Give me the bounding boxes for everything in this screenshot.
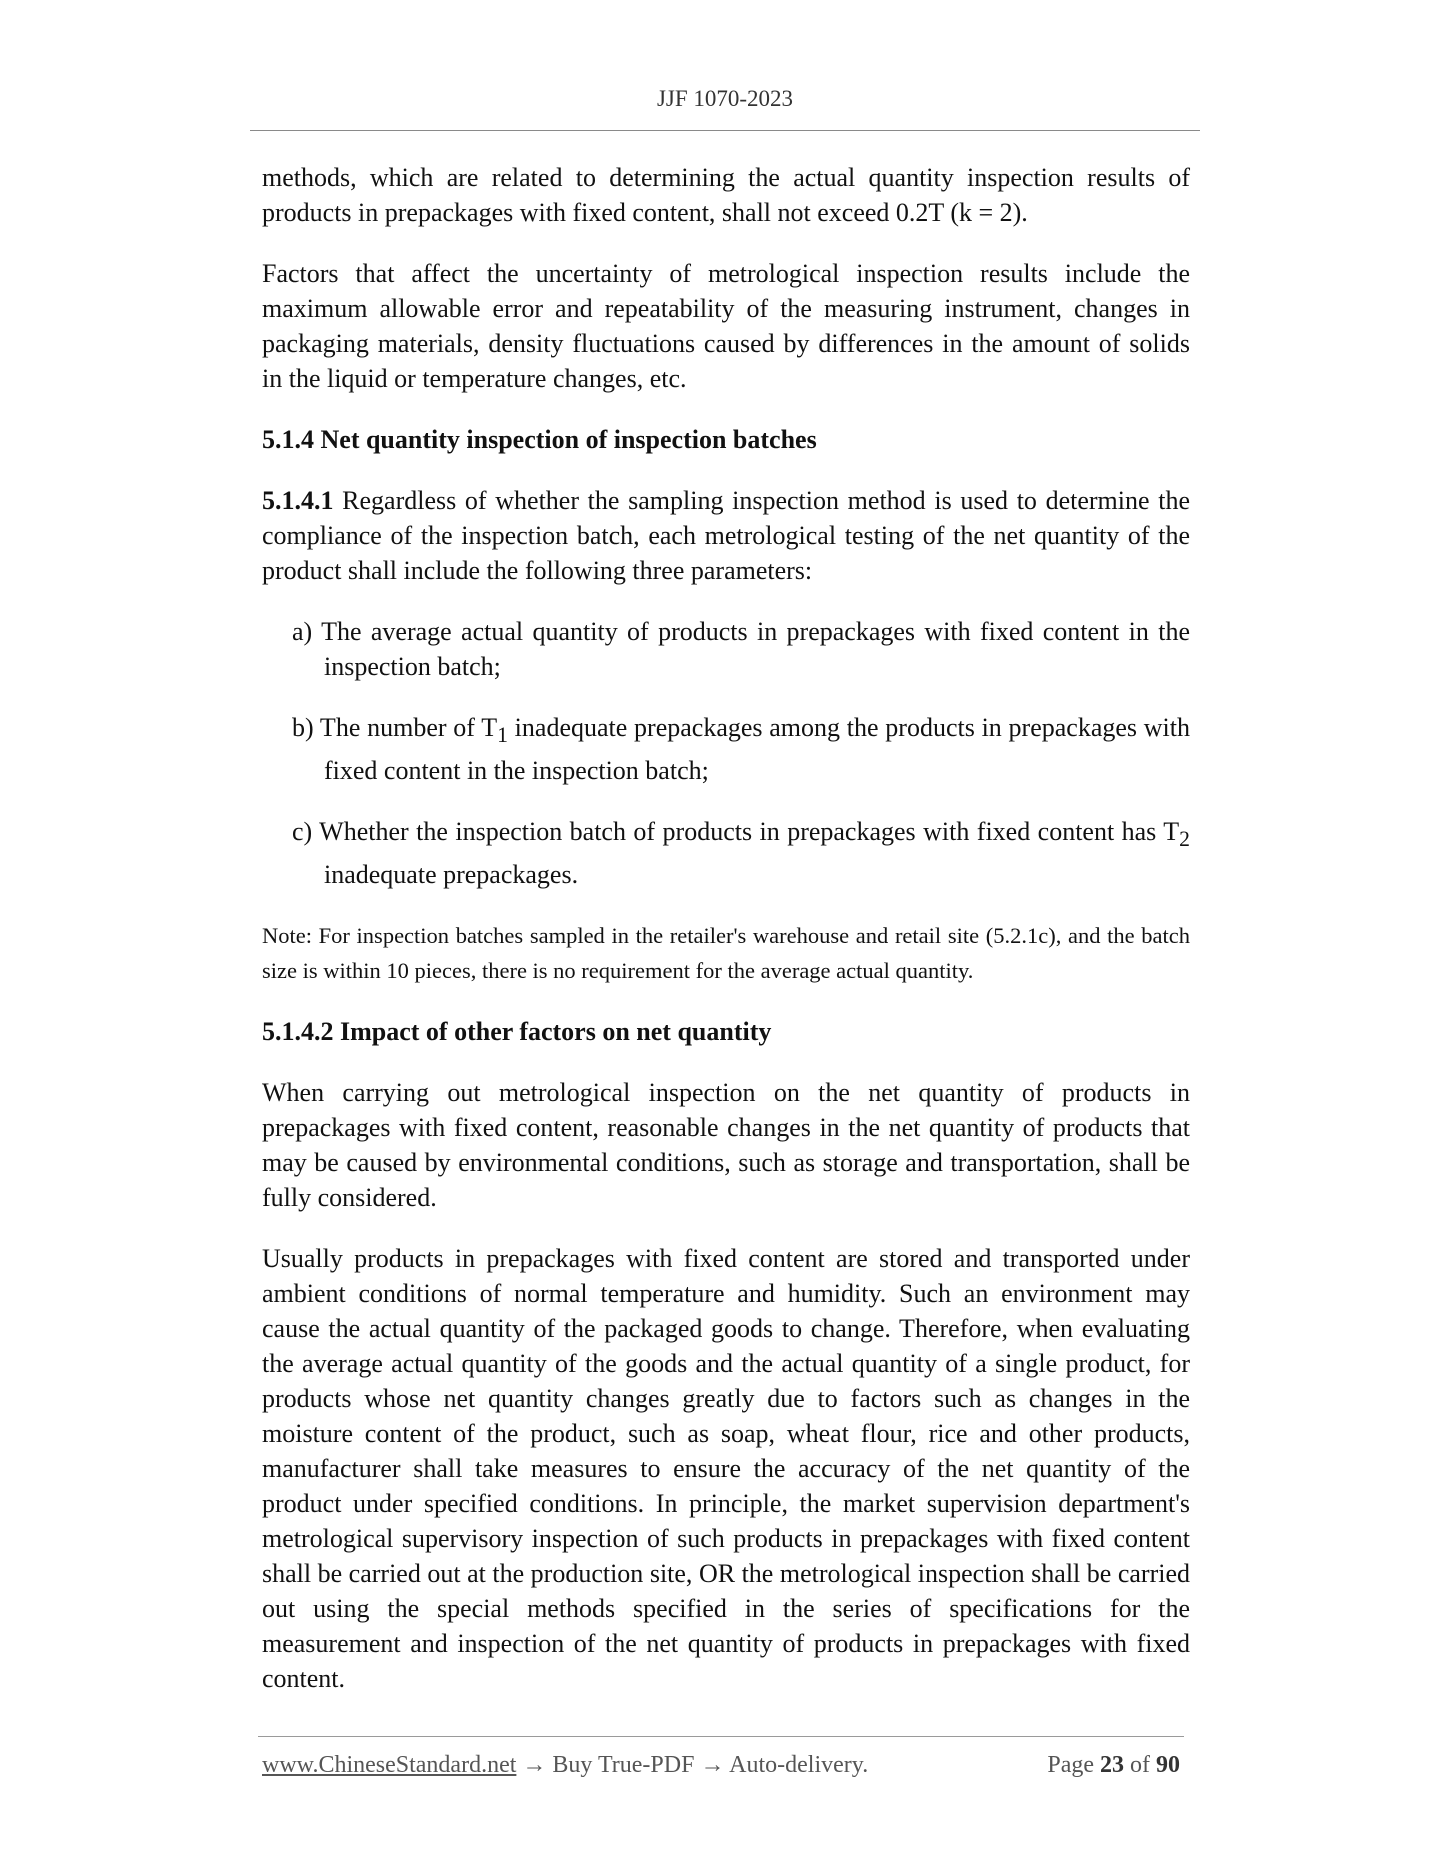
of-label: of — [1130, 1752, 1150, 1778]
paragraph-uncertainty-factors: Factors that affect the uncertainty of metrological inspection results include the maximum allowable error and repeatability of the measuring instrument, changes in packaging materials, density fluctuations caused by differences in the amount of solids in the liquid or temperature changes, etc. — [262, 259, 1190, 393]
list-item-c-text-end: inadequate prepackages. — [324, 860, 579, 890]
list-item-b-text-start: b) The number of T — [292, 713, 498, 742]
paragraph-storage-transport: Usually products in prepackages with fixed content are stored and transported under ambient conditions of normal temperature and humidity. Such an environment may cause the actual quantity of the packaged goods to change. Therefore, when evaluating the average actual quantity of the goods and the actual quantity of a single product, for products whose net quantity changes greatly due to factors such as changes in the moisture content of the product, such as soap, wheat flour, rice and other products, manufacturer shall take measures to ensure the accuracy of the net quantity of the product under specified conditions. In principle, the market supervision department's metrological supervisory inspection of such products in prepackages with fixed content shall be carried out at the production site, OR the metrological inspection shall be carried out using the special methods specified in the series of specifications for the measurement and inspection of the net quantity of products in prepackages with fixed content. — [262, 1244, 1190, 1694]
arrow-icon: → — [700, 1752, 725, 1778]
paragraph-uncertainty-limit: methods, which are related to determining the actual quantity inspection results of products in prepackages with fixed content, shall not exceed 0.2T (k = 2). — [262, 163, 1190, 227]
page-label: Page — [1047, 1752, 1094, 1778]
buy-true-pdf-text: Buy True-PDF — [546, 1752, 701, 1778]
list-item-c — [262, 814, 1190, 892]
site-link[interactable]: www.ChineseStandard.net — [262, 1752, 517, 1778]
page-footer — [262, 1752, 1180, 1779]
subscript-2: 2 — [1179, 827, 1190, 852]
list-item-a: a) The average actual quantity of products in prepackages with fixed content in the inspection batch; — [292, 617, 1190, 681]
paragraph-5-1-4-1 — [262, 483, 1190, 588]
page-number: 23 — [1100, 1752, 1124, 1778]
footer-divider — [258, 1736, 1184, 1737]
arrow-icon: → — [522, 1752, 547, 1778]
header-divider — [250, 130, 1200, 131]
note: Note: For inspection batches sampled in the retailer's warehouse and retail site (5.2.1c), and the batch size is within 10 pieces, there is no requirement for the average actual quantity. — [262, 923, 1190, 984]
document-id-header: JJF 1070-2023 — [656, 86, 794, 111]
list-item-b-text-end: inadequate prepackages among the products in prepackages with fixed content in the inspection batch; — [324, 713, 1191, 786]
paragraph-environmental-changes: When carrying out metrological inspection on the net quantity of products in prepackages with fixed content, reasonable changes in the net quantity of products that may be caused by environmental conditions, such as storage and transportation, shall be fully considered. — [262, 1078, 1190, 1213]
page-indicator — [1047, 1752, 1180, 1779]
clause-number: 5.1.4.1 — [262, 486, 334, 515]
list-item-b — [262, 710, 1190, 788]
subscript-1: 1 — [497, 723, 508, 748]
clause-text: Regardless of whether the sampling inspection method is used to determine the compliance of the inspection batch, each metrological testing of the net quantity of the product shall include the following three parameters: — [262, 486, 1190, 585]
page-content — [262, 160, 1190, 1722]
section-heading-5-1-4-2: 5.1.4.2 Impact of other factors on net quantity — [262, 1017, 772, 1047]
section-heading-5-1-4: 5.1.4 Net quantity inspection of inspection batches — [262, 425, 817, 454]
list-item-c-text-start: c) Whether the inspection batch of products in prepackages with fixed content has T — [292, 817, 1180, 847]
total-pages: 90 — [1156, 1752, 1180, 1778]
auto-delivery-text: Auto-delivery. — [724, 1752, 869, 1778]
